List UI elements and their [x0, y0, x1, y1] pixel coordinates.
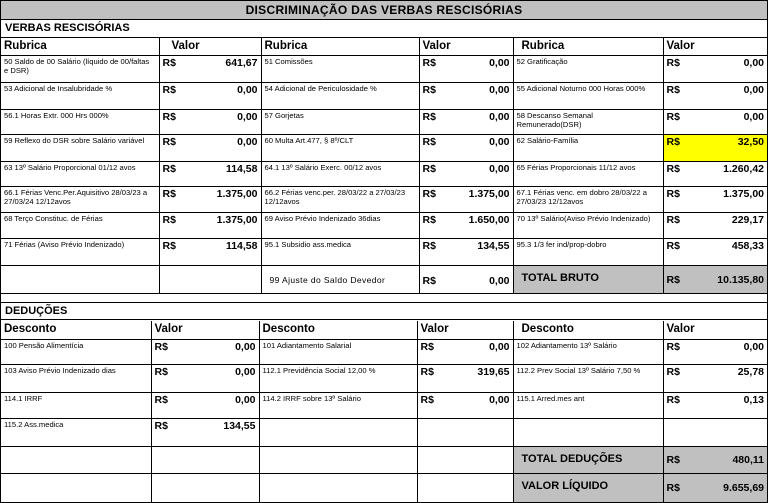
valor-cell: R$ 0,00	[151, 364, 259, 392]
valor-cell: R$ 1.375,00	[159, 212, 261, 238]
valor-header: Valor	[663, 321, 767, 339]
valor-amount: 0,00	[237, 110, 258, 123]
desconto-cell: 101 Adiantamento Salarial	[259, 339, 417, 364]
valor-amount: 0,13	[743, 393, 764, 406]
valor-amount: 1.260,42	[723, 162, 764, 175]
valor-amount: 0,00	[235, 365, 256, 378]
rubrica-cell: 58 Descanso Semanal Remunerado(DSR)	[513, 109, 663, 134]
valor-cell: R$ 0,00	[419, 161, 513, 186]
valor-cell: R$ 134,55	[151, 418, 259, 446]
valor-cell: R$ 0,00	[663, 82, 767, 109]
rubrica-cell: 52 Gratificação	[513, 55, 663, 82]
valor-cell: R$ 1.375,00	[663, 186, 767, 212]
verbas-section-label: VERBAS RESCISÓRIAS	[1, 20, 767, 38]
valor-amount: 25,78	[737, 365, 764, 378]
valor-amount: 0,00	[489, 393, 510, 406]
valor-cell: R$ 1.375,00	[159, 186, 261, 212]
valor-cell: R$ 114,58	[159, 238, 261, 265]
valor-cell: R$ 134,55	[419, 238, 513, 265]
valor-cell: R$ 0,00	[151, 392, 259, 418]
rubrica-cell: 66.1 Férias Venc.Per.Aquisitivo 28/03/23 a 27/03/24 12/12avos	[1, 186, 159, 212]
valor-cell: R$ 0,00	[159, 134, 261, 161]
table-row	[1, 134, 767, 161]
valor-amount: 1.375,00	[468, 187, 510, 200]
valor-amount: 0,00	[743, 110, 764, 123]
table-row	[1, 418, 767, 446]
valor-amount: 0,00	[743, 340, 764, 353]
valor-amount: 0,00	[743, 56, 764, 69]
rubrica-cell: 55 Adicional Noturno 000 Horas 000%	[513, 82, 663, 109]
valor-amount: 319,65	[477, 365, 510, 378]
valor-amount: 134,55	[223, 419, 256, 432]
desconto-cell: 112.2 Prev Social 13º Salário 7,50 %	[513, 364, 663, 392]
desconto-header: Desconto	[1, 321, 151, 339]
valor-amount: 0,00	[237, 135, 258, 148]
valor-cell: R$ 0,00	[663, 55, 767, 82]
total-deducoes-row	[1, 446, 767, 473]
valor-amount: 0,00	[489, 274, 510, 287]
valor-amount: 0,00	[237, 83, 258, 96]
valor-header: Valor	[159, 38, 261, 55]
rubrica-cell: 67.1 Férias venc. em dobro 28/03/22 a 27/03/23 12/12avos	[513, 186, 663, 212]
valor-liquido-value: R$ 9.655,69	[663, 473, 767, 502]
rubrica-cell: 71 Férias (Aviso Prévio Indenizado)	[1, 238, 159, 265]
table-row	[1, 161, 767, 186]
verbas-header-row	[1, 38, 767, 55]
desconto-cell: 103 Aviso Prévio Indenizado dias	[1, 364, 151, 392]
valor-header: Valor	[417, 321, 513, 339]
valor-amount: 0,00	[489, 162, 510, 175]
rubrica-cell: 64.1 13º Salário Exerc. 00/12 avos	[261, 161, 419, 186]
valor-cell: R$ 0,00	[151, 339, 259, 364]
valor-amount: 1.375,00	[216, 213, 258, 226]
valor-cell: R$ 229,17	[663, 212, 767, 238]
rubrica-cell: 62 Salário-Família	[513, 134, 663, 161]
rubrica-cell: 60 Multa Art.477, § 8º/CLT	[261, 134, 419, 161]
valor-cell: R$ 1.650,00	[419, 212, 513, 238]
valor-amount: 0,00	[489, 135, 510, 148]
rubrica-cell: 54 Adicional de Periculosidade %	[261, 82, 419, 109]
table-row	[1, 55, 767, 82]
rubrica-cell: 95.1 Subsidio ass.medica	[261, 238, 419, 265]
valor-liquido-row	[1, 473, 767, 502]
valor-cell: R$ 458,33	[663, 238, 767, 265]
valor-amount: 134,55	[477, 239, 510, 252]
rubrica-cell: 51 Comissões	[261, 55, 419, 82]
valor-amount: 480,11	[732, 453, 764, 466]
table-row	[1, 364, 767, 392]
valor-amount: 10.135,80	[717, 273, 764, 286]
valor-header: Valor	[663, 38, 767, 55]
table-row	[1, 339, 767, 364]
valor-amount: 0,00	[235, 340, 256, 353]
total-bruto-value: R$ 10.135,80	[663, 265, 767, 293]
valor-amount: 0,00	[489, 110, 510, 123]
ajuste-saldo-label: 99 Ajuste do Saldo Devedor	[261, 265, 419, 293]
desconto-cell: 112.1 Previdência Social 12,00 %	[259, 364, 417, 392]
desconto-cell: 102 Adiantamento 13º Salário	[513, 339, 663, 364]
rubrica-cell: 66.2 Férias venc.per. 28/03/22 a 27/03/23 12/12avos	[261, 186, 419, 212]
valor-cell: R$ 0,00	[663, 109, 767, 134]
rubrica-header: Rubrica	[513, 38, 663, 55]
valor-cell: R$ 114,58	[159, 161, 261, 186]
table-row	[1, 82, 767, 109]
rubrica-cell: 69 Aviso Prévio Indenizado 36dias	[261, 212, 419, 238]
desconto-cell: 115.1 Arred.mes ant	[513, 392, 663, 418]
total-deducoes-label: TOTAL DEDUÇÕES	[513, 446, 663, 473]
table-row	[1, 212, 767, 238]
rubrica-cell: 63 13º Salário Proporcional 01/12 avos	[1, 161, 159, 186]
valor-cell: R$ 0,00	[419, 55, 513, 82]
rubrica-cell: 50 Saldo de 00 Salário (líquido de 00/faltas e DSR)	[1, 55, 159, 82]
valor-amount: 114,58	[225, 239, 258, 252]
rubrica-header: Rubrica	[1, 38, 159, 55]
valor-amount: 229,17	[731, 213, 764, 226]
rubrica-header: Rubrica	[261, 38, 419, 55]
desconto-cell: 114.1 IRRF	[1, 392, 151, 418]
valor-cell-highlighted: R$ 32,50	[663, 134, 767, 161]
valor-cell: R$ 0,00	[419, 134, 513, 161]
page-title: DISCRIMINAÇÃO DAS VERBAS RESCISÓRIAS	[1, 1, 767, 20]
valor-amount: 1.650,00	[468, 213, 510, 226]
rubrica-cell: 65 Férias Proporcionais 11/12 avos	[513, 161, 663, 186]
deducoes-section-label: DEDUÇÕES	[1, 302, 767, 320]
valor-cell: R$ 1.260,42	[663, 161, 767, 186]
valor-cell: R$ 1.375,00	[419, 186, 513, 212]
valor-cell: R$ 0,00	[159, 109, 261, 134]
desconto-cell: 115.2 Ass.medica	[1, 418, 151, 446]
total-bruto-label: TOTAL BRUTO	[513, 265, 663, 293]
table-row	[1, 392, 767, 418]
valor-amount: 0,00	[235, 393, 256, 406]
valor-cell: R$ 0,00	[419, 82, 513, 109]
valor-amount: 1.375,00	[723, 187, 764, 200]
valor-cell: R$ 319,65	[417, 364, 513, 392]
desconto-header: Desconto	[513, 321, 663, 339]
rubrica-cell: 53 Adicional de Insalubridade %	[1, 82, 159, 109]
deducoes-header-row	[1, 321, 767, 339]
total-bruto-row	[1, 265, 767, 293]
valor-header: Valor	[151, 321, 259, 339]
desconto-cell: 100 Pensão Alimentícia	[1, 339, 151, 364]
rubrica-cell: 56.1 Horas Extr. 000 Hrs 000%	[1, 109, 159, 134]
valor-cell: R$ 0,00	[159, 82, 261, 109]
deducoes-table	[1, 321, 767, 503]
valor-header: Valor	[419, 38, 513, 55]
table-row	[1, 186, 767, 212]
table-row	[1, 109, 767, 134]
valor-amount: 0,00	[743, 83, 764, 96]
valor-amount: 0,00	[489, 56, 510, 69]
valor-cell: R$ 0,00	[419, 265, 513, 293]
valor-amount: 114,58	[225, 162, 258, 175]
valor-amount: 458,33	[731, 239, 764, 252]
desconto-cell: 114.2 IRRF sobre 13º Salário	[259, 392, 417, 418]
verbas-table	[1, 38, 767, 294]
valor-cell: R$ 0,00	[417, 392, 513, 418]
desconto-header: Desconto	[259, 321, 417, 339]
valor-amount: 9.655,69	[723, 481, 764, 494]
valor-amount: 32,50	[737, 135, 764, 148]
rubrica-cell: 70 13º Salário(Aviso Prévio Indenizado)	[513, 212, 663, 238]
valor-cell: R$ 641,67	[159, 55, 261, 82]
valor-amount: 0,00	[489, 83, 510, 96]
valor-amount: 1.375,00	[216, 187, 258, 200]
rubrica-cell: 95.3 1/3 fer ind/prop-dobro	[513, 238, 663, 265]
valor-cell: R$ 0,00	[663, 339, 767, 364]
rubrica-cell: 59 Reflexo do DSR sobre Salário variável	[1, 134, 159, 161]
valor-cell: R$ 25,78	[663, 364, 767, 392]
valor-cell: R$ 0,00	[419, 109, 513, 134]
valor-liquido-label: VALOR LÍQUIDO	[513, 473, 663, 502]
total-deducoes-value: R$ 480,11	[663, 446, 767, 473]
rubrica-cell: 57 Gorjetas	[261, 109, 419, 134]
rubrica-cell: 68 Terço Constituc. de Férias	[1, 212, 159, 238]
valor-cell: R$ 0,00	[417, 339, 513, 364]
valor-amount: 641,67	[225, 56, 258, 69]
table-row	[1, 238, 767, 265]
valor-cell: R$ 0,13	[663, 392, 767, 418]
valor-amount: 0,00	[489, 340, 510, 353]
